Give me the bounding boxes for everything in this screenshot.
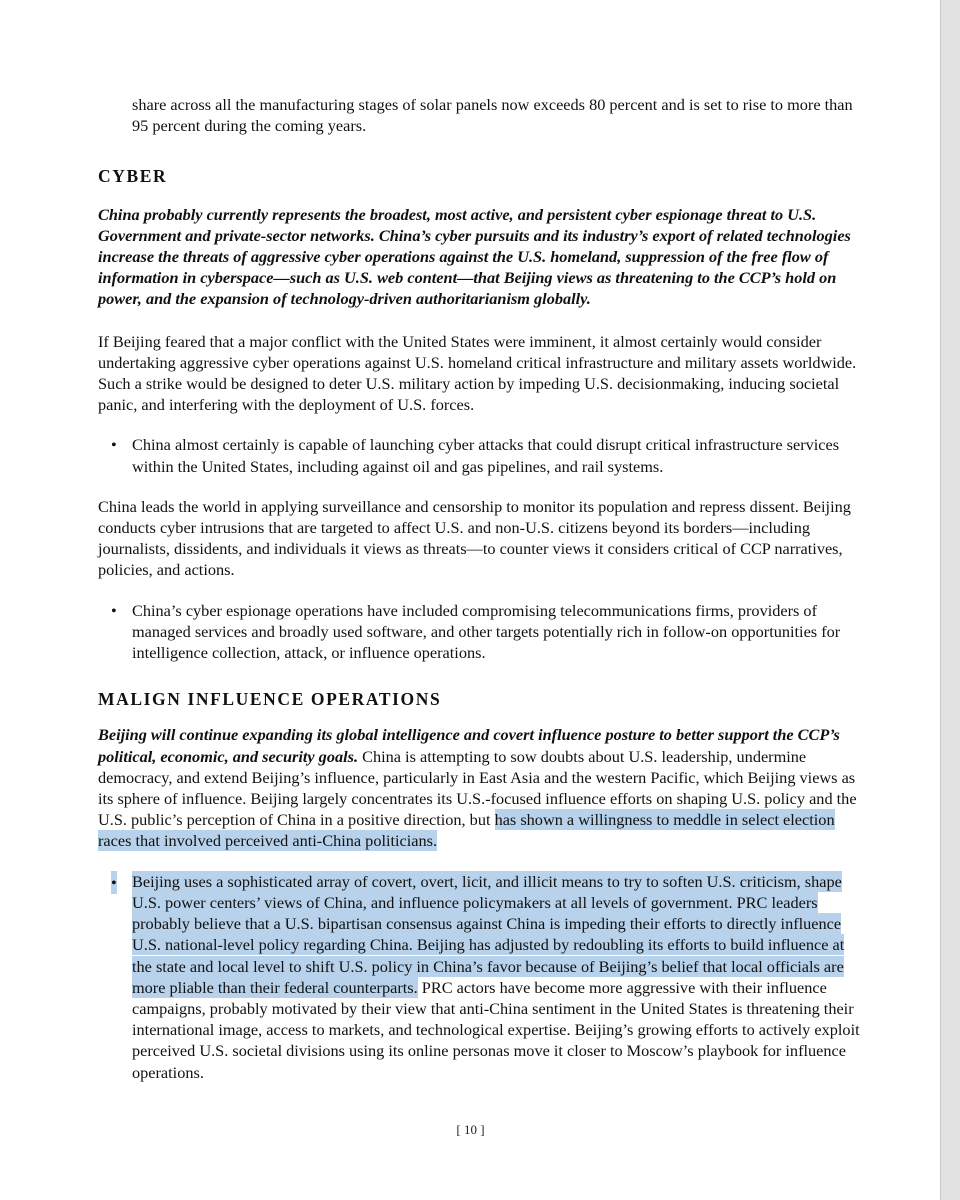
malign-bullet-1 [98, 871, 860, 1083]
page-number: [ 10 ] [456, 1122, 485, 1137]
cyber-bullet-2 [98, 600, 860, 664]
cyber-paragraph-1: If Beijing feared that a major conflict with the United States were imminent, it almost certainly would consider undertaking aggressive cyber operations against U.S. homeland critical infrastructure and military assets worldwide. Such a strike would be designed to deter U.S. military action by impeding U.S. decisionmaking, inducing societal panic, and interfering with the deployment of U.S. forces. [98, 331, 857, 415]
continued-paragraph: share across all the manufacturing stages of solar panels now exceeds 80 percent and is set to rise to more than 95 percent during the coming years. [132, 95, 853, 136]
malign-lead-text: China is attempting to sow doubts about U.S. leadership, undermine democracy, and extend Beijing’s influence, particularly in East Asia and the western Pacific, which Beijing views as its sphere of influence. Beijing largely concentrates its U.S.-focused influence efforts on shaping U.S. policy and the U.S. public’s perception of China in a positive direction, but [98, 746, 857, 830]
section-heading-cyber: CYBER [98, 166, 168, 187]
bullet-marker: • [111, 600, 117, 620]
bullet-marker: • [111, 435, 117, 455]
bullet-text: PRC actors have become more aggressive with their influence campaigns, probably motivated by their view that anti-China sentiment in the United States is threatening their international image, access to markets, and technological expertise. Beijing’s growing efforts to actively exploit perceived U.S. societal divisions using its online personas move it closer to Moscow’s playbook for influence operations. [132, 977, 860, 1082]
scrollbar[interactable] [940, 0, 960, 1200]
bullet-marker: • [111, 871, 117, 894]
section-heading-malign-influence: MALIGN INFLUENCE OPERATIONS [98, 689, 442, 710]
bullet-text: China’s cyber espionage operations have included compromising telecommunications firms, providers of managed services and broadly used software, and other targets potentially rich in follow-on opportunities for intelligence collection, attack, or influence operations. [132, 600, 841, 663]
cyber-paragraph-2: China leads the world in applying surveillance and censorship to monitor its population and repress dissent. Beijing conducts cyber intrusions that are targeted to affect U.S. and non-U.S. citizens beyond its borders—including journalists, dissidents, and individuals it views as threats—to counter views it considers critical of CCP narratives, policies, and actions. [98, 496, 851, 580]
bullet-text: China almost certainly is capable of launching cyber attacks that could disrupt critical infrastructure services within the United States, including against oil and gas pipelines, and rail systems. [132, 435, 840, 476]
highlighted-text[interactable]: Beijing uses a sophisticated array of covert, overt, licit, and illicit means to try to soften U.S. criticism, shape U.S. power centers’ views of China, and influence policymakers at all levels of government. PRC leaders probably believe that a U.S. bipartisan consensus against China is impeding their efforts to directly influence U.S. national-level policy regarding China. Beijing has adjusted by redoubling its efforts to build influence at the state and local level to shift U.S. policy in China’s favor because of Beijing’s belief that local officials are more pliable than their federal counterparts. [132, 871, 845, 997]
page-content [98, 94, 860, 1083]
cyber-bullet-1 [98, 434, 860, 476]
cyber-lead-paragraph: China probably currently represents the broadest, most active, and persistent cyber espionage threat to U.S. Government and private-sector networks. China’s cyber pursuits and its industry’s export of related technologies increase the threats of aggressive cyber operations against the U.S. homeland, suppression of the free flow of information in cyberspace—such as U.S. web content—that Beijing views as threatening to the CCP’s hold on power, and the expansion of technology-driven authoritarianism globally. [98, 204, 851, 309]
malign-lead-bold: Beijing will continue expanding its global intelligence and covert influence posture to better support the CCP’s political, economic, and security goals. [98, 725, 840, 766]
malign-lead-paragraph [98, 724, 860, 851]
highlighted-text[interactable]: has shown a willingness to meddle in select election races that involved perceived anti-China politicians. [98, 810, 835, 851]
